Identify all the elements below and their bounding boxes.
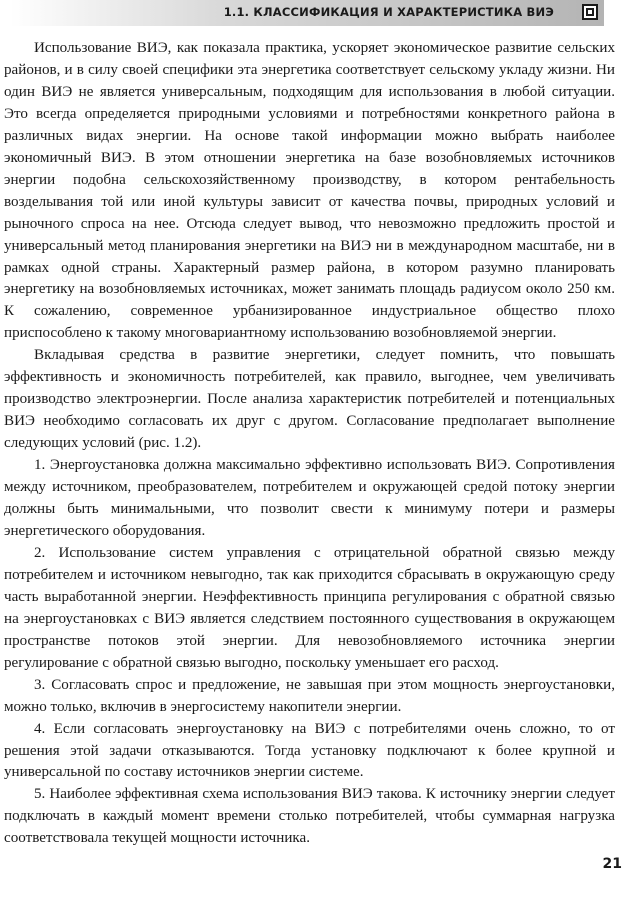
list-item-condition-4: 4. Если согласовать энергоустановку на ВИЭ с потребителями очень сложно, то от решения этой задачи отказываются. Тогда установку подключают к более крупной и универсальной по составу источников энергии системе. (4, 720, 615, 781)
paragraph-investment: Вкладывая средства в развитие энергетики, следует помнить, что повышать эффективность и экономичность потребителей, как правило, выгоднее, чем увеличивать производство электроэнергии. После анализа характеристик потребителей и потенциальных ВИЭ необходимо согласовать их друг с другом. Согласование предполагает выполнение следующих условий (рис. 1.2). (4, 347, 615, 452)
body-text (4, 38, 615, 850)
paragraph-intro: Использование ВИЭ, как показала практика, ускоряет экономическое развитие сельских районов, и в силу своей специфики эта энергетика соответствует сельскому укладу жизни. Ни один ВИЭ не является универсальным, подходящим для использования в любой ситуации. Это всегда определяется природными условиями и потребностями конкретного района в различных видах энергии. На основе такой информации можно выбрать наиболее экономичный ВИЭ. В этом отношении энергетика на базе возобновляемых источников энергии подобна сельскохозяйственному производству, в котором рентабельность возделывания той или иной культуры зависит от качества почвы, природных условий и рыночного спроса на нее. Отсюда следует вывод, что невозможно предложить простой и универсальный метод планирования энергетики на ВИЭ ни в международном масштабе, ни в рамках одной страны. Характерный размер района, в котором разумно планировать энергетику на возобновляемых источниках, может занимать площадь радиусом около 250 км. К сожалению, современное урбанизированное индустриальное общество плохо приспособлено к такому многовариантному использованию возобновляемой энергии. (4, 40, 615, 342)
running-header (10, 0, 604, 26)
list-item-condition-1: 1. Энергоустановка должна максимально эффективно использовать ВИЭ. Сопротивления между источником, преобразователем, потребителем и окружающей средой потоку энергии должны быть минимальными, что позволит свести к минимуму потери и размеры энергетического оборудования. (4, 457, 615, 539)
list-item-condition-3: 3. Согласовать спрос и предложение, не завышая при этом мощность энергоустановки, можно только, включив в энергосистему накопители энергии. (4, 676, 615, 715)
square-bullet-icon (582, 4, 598, 20)
running-header-title: 1.1. КЛАССИФИКАЦИЯ И ХАРАКТЕРИСТИКА ВИЭ (223, 5, 554, 19)
list-item-condition-5: 5. Наиболее эффективная схема использования ВИЭ такова. К источнику энергии следует подключать в каждый момент времени столько потребителей, чтобы суммарная нагрузка соответствовала текущей мощности источника. (4, 786, 615, 847)
list-item-condition-2: 2. Использование систем управления с отрицательной обратной связью между потребителем и источником невыгодно, так как приходится сбрасывать в окружающую среду часть выработанной энергии. Неэффективность принципа регулирования с обратной связью на энергоустановках с ВИЭ является следствием постоянного существования в окружающем пространстве потоков этой энергии. Для невозобновляемого источника энергии регулирование с обратной связью выгодно, поскольку уменьшает его расход. (4, 544, 615, 671)
page-number: 21 (602, 856, 622, 872)
